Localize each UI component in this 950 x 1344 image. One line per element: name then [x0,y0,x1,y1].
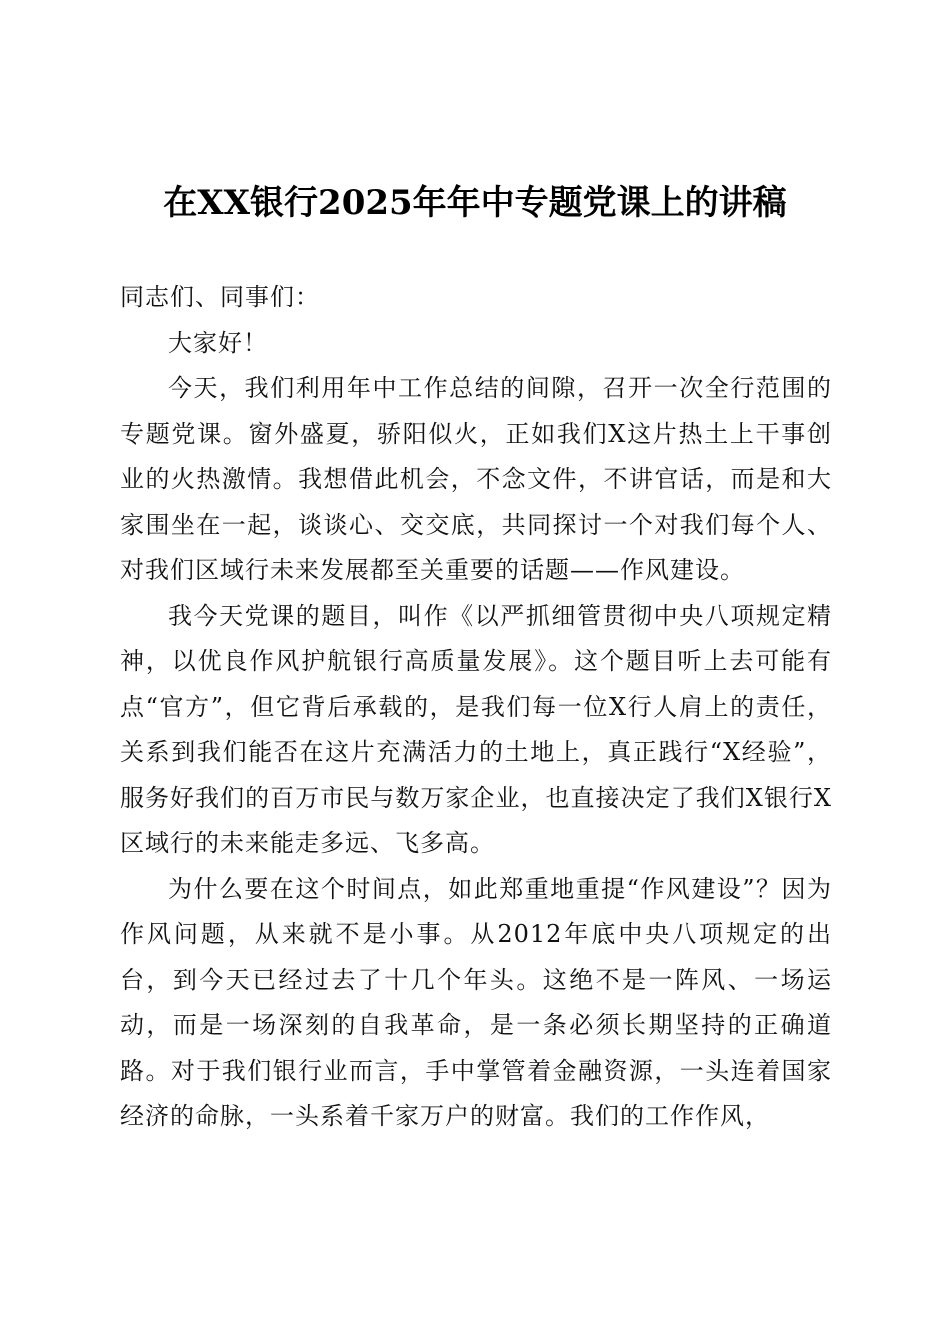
document-title: 在XX银行2025年年中专题党课上的讲稿 [163,183,787,223]
paragraph-intro: 今天，我们利用年中工作总结的间隙，召开一次全行范围的专题党课。窗外盛夏，骄阳似火，正如我们X这片热土上干事创业的火热激情。我想借此机会，不念文件，不讲官话，而是和大家围坐在一起，谈谈心、交交底，共同探讨一个对我们每个人、对我们区域行未来发展都至关重要的话题——作风建设。 [120,374,832,584]
paragraph-topic: 我今天党课的题目，叫作《以严抓细管贯彻中央八项规定精神，以优良作风护航银行高质量发展》。这个题目听上去可能有点“官方”，但它背后承载的，是我们每一位X行人肩上的责任，关系到我们能否在这片充满活力的土地上，真正践行“X经验”，服务好我们的百万市民与数万家企业，也直接决定了我们X银行X区域行的未来能走多远、飞多高。 [120,601,832,857]
salutation: 同志们、同事们： [120,283,320,311]
document-body [120,275,832,1140]
paragraph-greeting: 大家好！ [168,328,268,357]
paragraph-reason: 为什么要在这个时间点，如此郑重地重提“作风建设”？因为作风问题，从来就不是小事。从2012年底中央八项规定的出台，到今天已经过去了十几个年头。这绝不是一阵风、一场运动，而是一场深刻的自我革命，是一条必须长期坚持的正确道路。对于我们银行业而言，手中掌管着金融资源，一头连着国家经济的命脉，一头系着千家万户的财富。我们的工作作风， [120,874,832,1130]
